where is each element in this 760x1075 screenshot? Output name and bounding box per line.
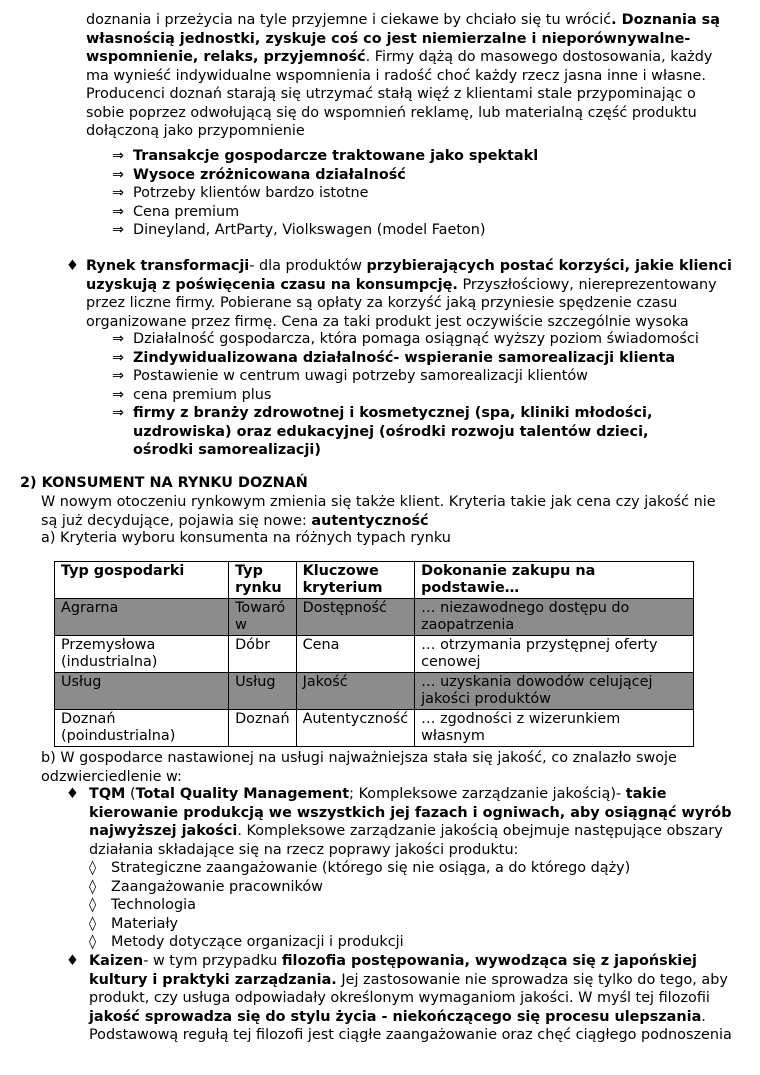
- list-item: ◊ Technologia: [89, 897, 196, 913]
- diamond-icon: ◊: [89, 878, 97, 895]
- criteria-table: [54, 561, 694, 747]
- diamond-icon: ◊: [89, 934, 97, 950]
- list-item: ⇒ Potrzeby klientów bardzo istotne: [112, 185, 369, 201]
- arrow-icon: ⇒: [112, 331, 125, 347]
- table-cell: Przemysłowa (industrialna): [55, 636, 229, 673]
- bullet-icon: ♦: [66, 258, 79, 274]
- table-row: [55, 710, 694, 747]
- tqm-areas-list: [89, 859, 630, 952]
- table-cell: … uzyskania dowodów celującej jakości produktów: [415, 673, 694, 710]
- table-row: [55, 599, 694, 636]
- arrow-icon: ⇒: [112, 368, 125, 384]
- intro-text-1: doznania i przeżycia na tyle przyjemne i ciekawe by chciało się tu wrócić: [86, 12, 612, 28]
- list-item: ◊ Zaangażowanie pracowników: [89, 878, 323, 895]
- diamond-icon: ◊: [89, 897, 97, 913]
- table-cell: Towaró w: [229, 599, 297, 636]
- table-cell: Usług: [55, 673, 229, 710]
- table-cell: Agrarna: [55, 599, 229, 636]
- subsection-b: b) W gospodarce nastawionej na usługi najważniejsza stała się jakość, co znalazło swoje odzwierciedlenie w:: [41, 750, 677, 785]
- list-item: ⇒ Transakcje gospodarcze traktowane jako spektakl: [112, 148, 539, 164]
- experience-list: [112, 147, 538, 240]
- intro-text-2: . Firmy dążą do masowego dostosowania, każdy ma wynieść indywidualne wspomnienia i radość choć każdy rzecz jasna inne i własne. Producenci doznań starają się utrzymać stałą więź z klientami stale przypominając o sobie poprzez odwołującą się do wspomnień reklamę, lub materialną część produktu dołączoną jako przypomnienie: [86, 49, 713, 139]
- diamond-icon: ◊: [89, 915, 97, 932]
- arrow-icon: ⇒: [112, 386, 125, 403]
- table-row: [55, 636, 694, 673]
- tqm-paragraph: TQM (Total Quality Management; Kompleksowe zarządzanie jakością)- takie kierowanie produkcją we wszystkich jej fazach i ogniwach, aby osiągnąć wyrób najwyższej jakości. Kompleksowe zarządzanie jakością obejmuje następujące obszary działania składające się na rzecz poprawy jakości produktu:: [89, 786, 732, 858]
- arrow-icon: ⇒: [112, 405, 125, 421]
- table-header: Kluczowe kryterium: [296, 562, 415, 599]
- table-cell: Jakość: [296, 673, 415, 710]
- list-item: ◊ Materiały: [89, 915, 179, 932]
- list-item: ⇒ Wysoce zróżnicowana działalność: [112, 166, 406, 183]
- table-cell: … otrzymania przystępnej oferty cenowej: [415, 636, 694, 673]
- list-item: ⇒ Postawienie w centrum uwagi potrzeby samorealizacji klientów: [112, 368, 588, 384]
- transform-list: [112, 330, 699, 460]
- arrow-icon: ⇒: [112, 166, 125, 183]
- arrow-icon: ⇒: [112, 185, 125, 201]
- list-item: ⇒ cena premium plus: [112, 386, 272, 403]
- arrow-icon: ⇒: [112, 222, 125, 238]
- table-cell: Usług: [229, 673, 297, 710]
- table-cell: Doznań (poindustrialna): [55, 710, 229, 747]
- table-header: Typ rynku: [229, 562, 297, 599]
- table-cell: Doznań: [229, 710, 297, 747]
- arrow-icon: ⇒: [112, 349, 125, 366]
- table-cell: Dostępność: [296, 599, 415, 636]
- intro-paragraph: [86, 11, 736, 141]
- table-header-row: [55, 562, 694, 599]
- list-item: ⇒ Cena premium: [112, 203, 240, 220]
- table-header: Dokonanie zakupu na podstawie…: [415, 562, 694, 599]
- table-cell: Dóbr: [229, 636, 297, 673]
- table-header: Typ gospodarki: [55, 562, 229, 599]
- table-cell: Cena: [296, 636, 415, 673]
- arrow-icon: ⇒: [112, 148, 125, 164]
- list-item: ⇒ firmy z branży zdrowotnej i kosmetycznej (spa, kliniki młodości, uzdrowiska) oraz edukacyjnej (ośrodki rozwoju talentów dzieci, ośrodki samorealizacji): [112, 405, 653, 458]
- table-cell: Autentyczność: [296, 710, 415, 747]
- section-heading: 2) KONSUMENT NA RYNKU DOZNAŃ: [20, 475, 308, 491]
- intro-text-bold: . Doznania są własnością jednostki, zyskuje coś co jest niemierzalne i nieporównywalne- wspomnienie, relaks, przyjemność: [86, 12, 720, 65]
- bullet-icon: ♦: [66, 953, 79, 969]
- kaizen-paragraph: Kaizen- w tym przypadku filozofia postępowania, wywodząca się z japońskiej kultury i praktyki zarządzania. Jej zastosowanie nie sprowadza się tylko do tego, aby produkt, czy usługa odpowiadały określonym wymaganiom jakości. W myśl tej filozofii jakość sprowadza się do stylu życia - niekończącego się procesu ulepszania. Podstawową regułą tej filozofi jest ciągłe zaangażowanie oraz chęć ciągłego podnoszenia: [89, 953, 732, 1043]
- list-item: ⇒ Działalność gospodarcza, która pomaga osiągnąć wyższy poziom świadomości: [112, 331, 699, 347]
- list-item: ⇒ Zindywidualizowana działalność- wspieranie samorealizacji klienta: [112, 349, 676, 366]
- section-body: W nowym otoczeniu rynkowym zmienia się także klient. Kryteria takie jak cena czy jakość nie są już decydujące, pojawia się nowe: autentyczność: [41, 494, 716, 529]
- arrow-icon: ⇒: [112, 203, 125, 220]
- table-cell: … zgodności z wizerunkiem własnym: [415, 710, 694, 747]
- transform-paragraph: Rynek transformacji- dla produktów przybierających postać korzyści, jakie klienci uzyskują z poświęcenia czasu na konsumpcję. Przyszłościowy, niereprezentowany przez liczne firmy. Pobierane są opłaty za korzyść jaką przyniesie spędzenie czasu organizowane przez firmę. Cena za taki produkt jest oczywiście szczególnie wysoka: [86, 258, 732, 330]
- list-item: ◊ Metody dotyczące organizacji i produkcji: [89, 934, 404, 950]
- bullet-icon: ♦: [66, 786, 79, 802]
- diamond-icon: ◊: [89, 860, 97, 876]
- subsection-a: a) Kryteria wyboru konsumenta na różnych typach rynku: [41, 530, 451, 546]
- table-row: [55, 673, 694, 710]
- list-item: ⇒ Dineyland, ArtParty, Violkswagen (model Faeton): [112, 222, 486, 238]
- list-item: ◊ Strategiczne zaangażowanie (którego się nie osiąga, a do którego dąży): [89, 860, 631, 876]
- table-cell: … niezawodnego dostępu do zaopatrzenia: [415, 599, 694, 636]
